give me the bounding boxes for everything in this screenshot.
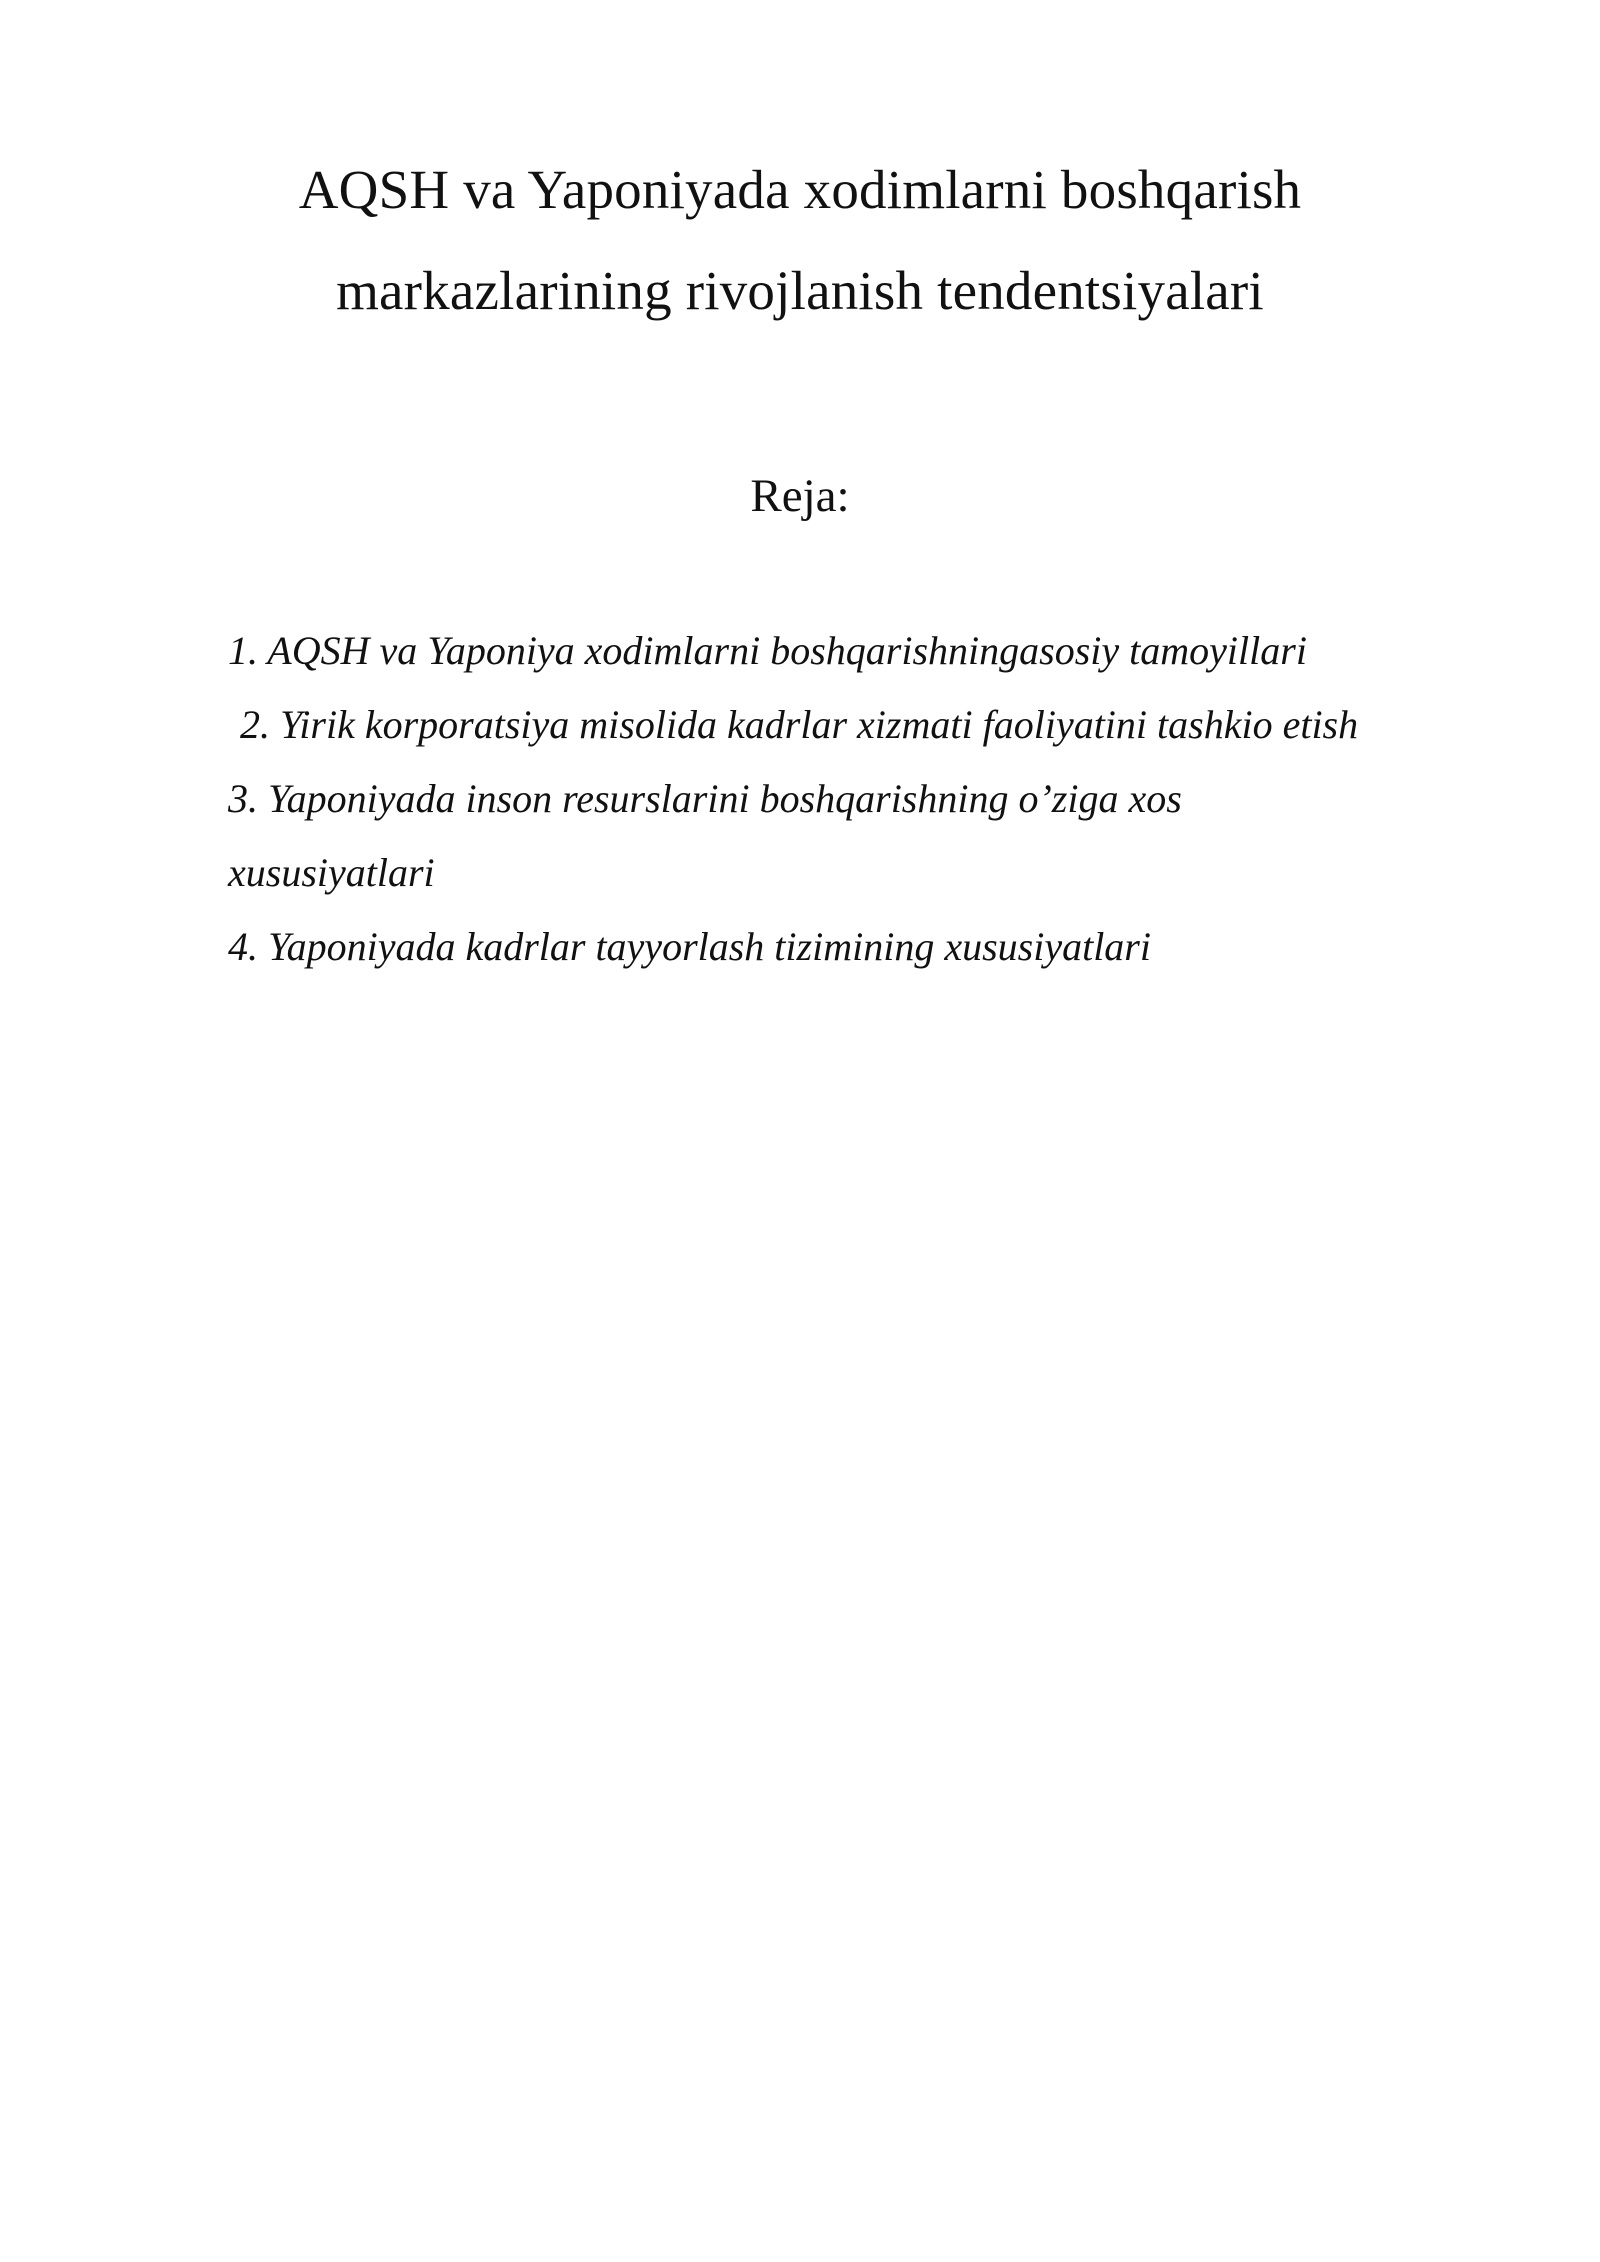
plan-item-1: 1. AQSH va Yaponiya xodimlarni boshqarishningasosiy tamoyillari: [228, 628, 1307, 673]
plan-item-3: 3. Yaponiyada inson resurslarini boshqarishning o’ziga xos xususiyatlari: [228, 776, 1182, 895]
document-title-line-1: AQSH va Yaponiyada xodimlarni boshqarish: [298, 159, 1302, 220]
plan-item-2: 2. Yirik korporatsiya misolida kadrlar xizmati faoliyatini tashkio etish: [240, 702, 1359, 747]
plan-heading: Reja:: [750, 470, 850, 522]
plan-list: [228, 614, 1528, 984]
plan-item-4: 4. Yaponiyada kadrlar tayyorlash tizimining xususiyatlari: [228, 924, 1151, 969]
document-title-line-2: markazlarining rivojlanish tendentsiyalari: [336, 260, 1264, 321]
